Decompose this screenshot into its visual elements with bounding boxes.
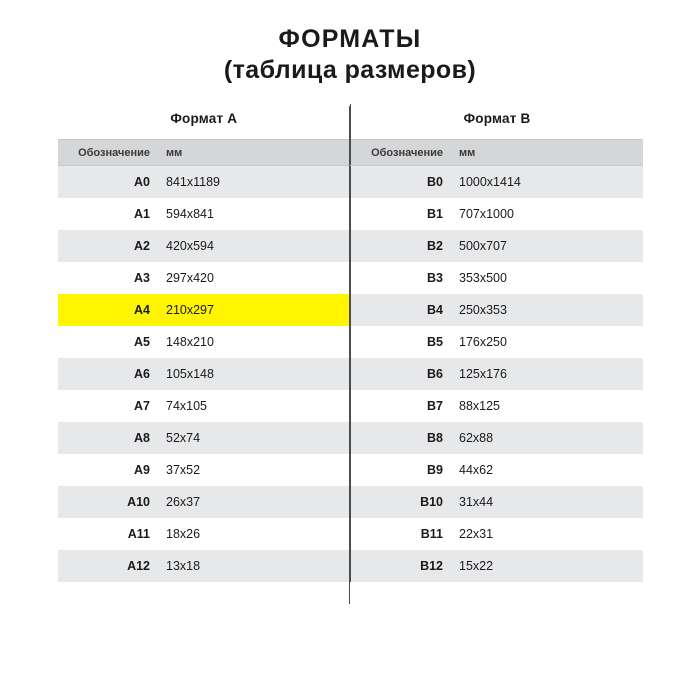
cell-a-label: A10 (58, 486, 158, 518)
column-header-a-label: Обозначение (58, 140, 158, 166)
cell-b-label: B2 (351, 230, 451, 262)
cell-a-value: 74x105 (158, 390, 350, 422)
cell-b-label: B9 (351, 454, 451, 486)
cell-a-label: A12 (58, 550, 158, 582)
vertical-divider (349, 106, 350, 604)
table-row (58, 230, 643, 262)
cell-b-label: B3 (351, 262, 451, 294)
cell-a-label: A4 (58, 294, 158, 326)
table-row (58, 262, 643, 294)
cell-a-label: A6 (58, 358, 158, 390)
cell-a-label: A11 (58, 518, 158, 550)
cell-b-value: 707x1000 (451, 198, 643, 230)
page-title-line-2: (таблица размеров) (223, 56, 477, 84)
formats-table (58, 104, 643, 582)
table-row (58, 294, 643, 326)
cell-b-label: B1 (351, 198, 451, 230)
cell-b-label: B5 (351, 326, 451, 358)
cell-b-label: B7 (351, 390, 451, 422)
cell-b-value: 88x125 (451, 390, 643, 422)
cell-a-label: A3 (58, 262, 158, 294)
cell-a-label: A5 (58, 326, 158, 358)
cell-b-label: B11 (351, 518, 451, 550)
cell-a-value: 210x297 (158, 294, 350, 326)
group-header-row (58, 104, 643, 140)
table-body (58, 166, 643, 583)
group-header-b: Формат В (351, 104, 643, 140)
table-head (58, 104, 643, 166)
cell-b-value: 62x88 (451, 422, 643, 454)
cell-b-value: 250x353 (451, 294, 643, 326)
table-row (58, 486, 643, 518)
cell-a-value: 297x420 (158, 262, 350, 294)
table-row (58, 518, 643, 550)
column-header-b-value: мм (451, 140, 643, 166)
cell-a-value: 594x841 (158, 198, 350, 230)
table-row (58, 422, 643, 454)
cell-a-label: A0 (58, 166, 158, 199)
cell-a-value: 148x210 (158, 326, 350, 358)
cell-b-value: 15x22 (451, 550, 643, 582)
cell-b-value: 22x31 (451, 518, 643, 550)
table-row (58, 454, 643, 486)
table-row (58, 326, 643, 358)
cell-a-label: A7 (58, 390, 158, 422)
cell-b-value: 125x176 (451, 358, 643, 390)
cell-b-value: 176x250 (451, 326, 643, 358)
cell-b-label: B4 (351, 294, 451, 326)
table-row (58, 358, 643, 390)
cell-a-label: A1 (58, 198, 158, 230)
cell-b-value: 44x62 (451, 454, 643, 486)
cell-a-value: 13x18 (158, 550, 350, 582)
cell-a-value: 18x26 (158, 518, 350, 550)
cell-b-label: B12 (351, 550, 451, 582)
cell-b-label: B10 (351, 486, 451, 518)
cell-b-value: 353x500 (451, 262, 643, 294)
cell-b-value: 31x44 (451, 486, 643, 518)
table-row (58, 390, 643, 422)
table-row (58, 550, 643, 582)
group-header-a: Формат А (58, 104, 350, 140)
table-row (58, 198, 643, 230)
cell-b-value: 1000x1414 (451, 166, 643, 199)
column-header-b-label: Обозначение (351, 140, 451, 166)
cell-b-label: B8 (351, 422, 451, 454)
column-header-row (58, 140, 643, 166)
cell-b-label: B6 (351, 358, 451, 390)
cell-b-value: 500x707 (451, 230, 643, 262)
column-header-a-value: мм (158, 140, 350, 166)
cell-a-value: 420x594 (158, 230, 350, 262)
cell-a-value: 105x148 (158, 358, 350, 390)
cell-a-value: 52x74 (158, 422, 350, 454)
cell-a-value: 26x37 (158, 486, 350, 518)
table-row (58, 166, 643, 199)
cell-a-label: A9 (58, 454, 158, 486)
cell-a-value: 841x1189 (158, 166, 350, 199)
page-title (0, 0, 700, 86)
formats-table-wrap (58, 104, 642, 582)
cell-a-label: A2 (58, 230, 158, 262)
cell-a-label: A8 (58, 422, 158, 454)
page-title-line-1: ФОРМАТЫ (278, 25, 422, 53)
cell-a-value: 37x52 (158, 454, 350, 486)
cell-b-label: B0 (351, 166, 451, 199)
